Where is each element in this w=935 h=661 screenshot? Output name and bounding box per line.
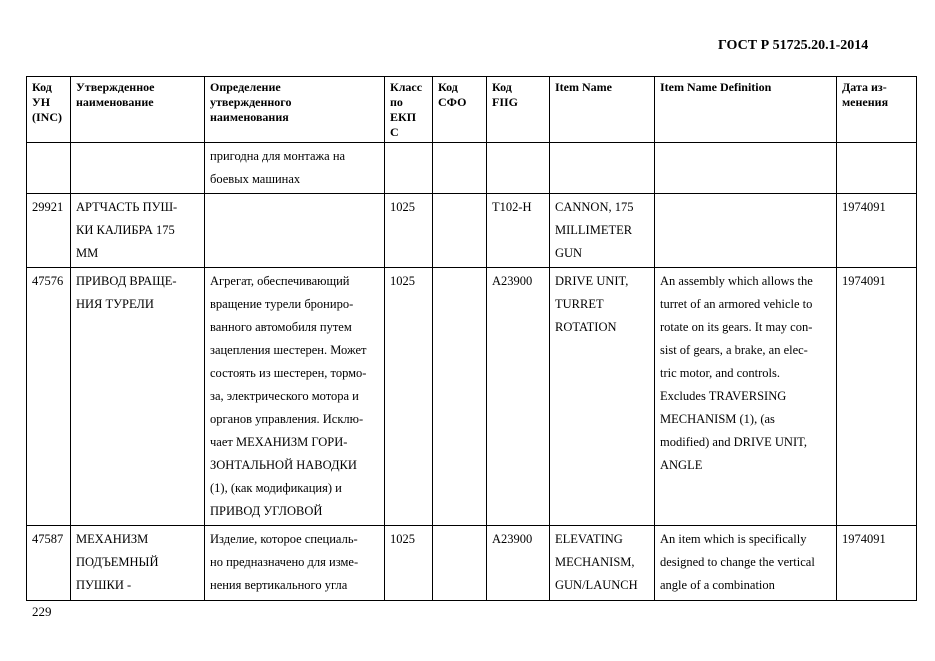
table-row (27, 268, 917, 526)
cell-approved-name (71, 143, 205, 194)
table-header-row (27, 77, 917, 143)
cell-sfo (433, 526, 487, 601)
cell-item-definition: An assembly which allows the turret of an armored vehicle to rotate on its gears. It may con- sist of gears, a brake, an elec- tric motor, and controls. Excludes TRAVERSING MECHANISM (1), (as modified) and DRIVE UNIT, ANGLE (655, 268, 837, 526)
cell-item-definition: An item which is specifically designed to change the vertical angle of a combination (655, 526, 837, 601)
cell-item-name: DRIVE UNIT, TURRET ROTATION (550, 268, 655, 526)
cell-fiig: A23900 (487, 526, 550, 601)
cell-inc: 47587 (27, 526, 71, 601)
cell-approved-name: ПРИВОД ВРАЩЕ- НИЯ ТУРЕЛИ (71, 268, 205, 526)
table-row (27, 143, 917, 194)
cell-definition: Агрегат, обеспечивающий вращение турели брониро- ванного автомобиля путем зацепления шестерен. Может состоять из шестерен, тормо- за, электрического мотора и органов управления. Исклю- чает МЕХАНИЗМ ГОРИ- ЗОНТАЛЬНОЙ НАВОДКИ (1), (как модификация) и ПРИВОД УГЛОВОЙ (205, 268, 385, 526)
cell-date (837, 143, 917, 194)
header-change-date: Дата из- менения (837, 77, 917, 143)
table-row (27, 526, 917, 601)
cell-definition (205, 194, 385, 268)
header-ekps-class: Класс по ЕКП С (385, 77, 433, 143)
cell-definition: пригодна для монтажа на боевых машинах (205, 143, 385, 194)
header-fiig-code: Код FIIG (487, 77, 550, 143)
cell-sfo (433, 194, 487, 268)
header-sfo-code: Код СФО (433, 77, 487, 143)
cell-item-name: ELEVATING MECHANISM, GUN/LAUNCH (550, 526, 655, 601)
catalog-table (26, 76, 917, 601)
cell-inc: 29921 (27, 194, 71, 268)
cell-fiig (487, 143, 550, 194)
cell-item-definition (655, 143, 837, 194)
cell-fiig: A23900 (487, 268, 550, 526)
header-item-name-definition: Item Name Definition (655, 77, 837, 143)
document-standard-number: ГОСТ Р 51725.20.1-2014 (718, 38, 869, 53)
cell-approved-name: МЕХАНИЗМ ПОДЪЕМНЫЙ ПУШКИ - (71, 526, 205, 601)
cell-definition: Изделие, которое специаль- но предназначено для изме- нения вертикального угла (205, 526, 385, 601)
cell-inc (27, 143, 71, 194)
header-name-definition: Определение утвержденного наименования (205, 77, 385, 143)
cell-item-name: CANNON, 175 MILLIMETER GUN (550, 194, 655, 268)
cell-date: 1974091 (837, 526, 917, 601)
header-approved-name: Утвержденное наименование (71, 77, 205, 143)
header-inc-code: Код УН (INC) (27, 77, 71, 143)
cell-inc: 47576 (27, 268, 71, 526)
header-item-name: Item Name (550, 77, 655, 143)
cell-item-definition (655, 194, 837, 268)
cell-date: 1974091 (837, 268, 917, 526)
cell-fiig: T102-H (487, 194, 550, 268)
cell-approved-name: АРТЧАСТЬ ПУШ- КИ КАЛИБРА 175 ММ (71, 194, 205, 268)
table-row (27, 194, 917, 268)
cell-sfo (433, 143, 487, 194)
cell-class (385, 143, 433, 194)
page-number: 229 (32, 604, 52, 619)
cell-sfo (433, 268, 487, 526)
cell-class: 1025 (385, 526, 433, 601)
cell-item-name (550, 143, 655, 194)
cell-class: 1025 (385, 194, 433, 268)
cell-class: 1025 (385, 268, 433, 526)
cell-date: 1974091 (837, 194, 917, 268)
